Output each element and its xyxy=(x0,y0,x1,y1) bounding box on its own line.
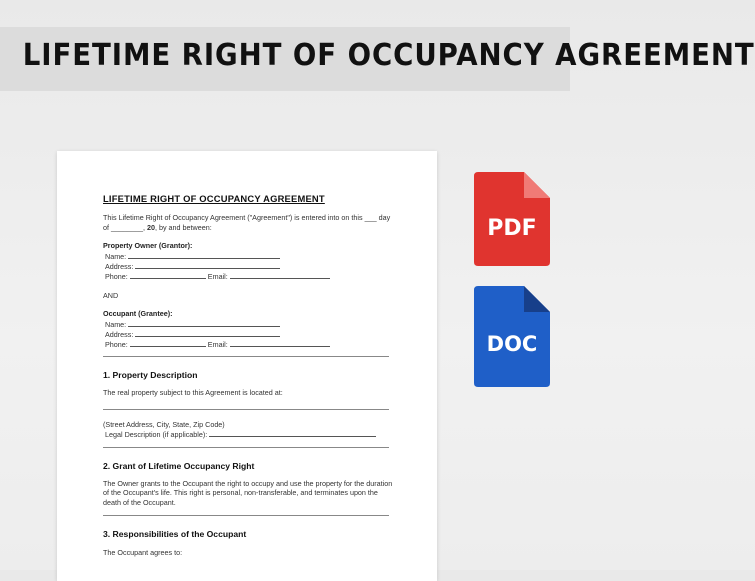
occupant-name-line[interactable] xyxy=(128,319,280,327)
legal-description-line[interactable] xyxy=(209,429,376,437)
legal-description-label: Legal Description (if applicable): xyxy=(105,430,208,440)
document-body xyxy=(103,194,393,557)
owner-address-row xyxy=(103,261,393,271)
owner-phone-line[interactable] xyxy=(130,271,206,279)
section-1-text: The real property subject to this Agreement is located at: xyxy=(103,388,283,398)
section-3-heading: 3. Responsibilities of the Occupant xyxy=(103,529,247,540)
occupant-phone-line[interactable] xyxy=(130,339,206,347)
owner-phone-label: Phone: xyxy=(105,272,128,282)
doc-file-icon[interactable] xyxy=(474,286,550,387)
pdf-icon-fold xyxy=(524,172,550,198)
owner-email-label: Email: xyxy=(207,272,228,282)
occupant-address-row xyxy=(103,329,393,339)
section-2-line-1: The Owner grants to the Occupant the right to occupy and use the property for the duration xyxy=(103,478,393,488)
doc-icon-fold xyxy=(524,286,550,312)
section-2-heading: 2. Grant of Lifetime Occupancy Right xyxy=(103,460,255,471)
occupant-name-row xyxy=(103,319,393,329)
owner-name-row xyxy=(103,251,393,261)
occupant-address-line[interactable] xyxy=(135,329,280,337)
document-page xyxy=(57,151,437,581)
address-hint: (Street Address, City, State, Zip Code) xyxy=(103,419,225,429)
section-2-line-2: of the Occupant's life. This right is personal, non-transferable, and terminates upon the xyxy=(103,488,378,498)
document-title: LIFETIME RIGHT OF OCCUPANCY AGREEMENT xyxy=(103,193,325,204)
occupant-address-label: Address: xyxy=(105,330,134,340)
owner-heading: Property Owner (Grantor): xyxy=(103,241,193,251)
divider xyxy=(103,515,389,516)
intro-line-2 xyxy=(103,223,393,232)
occupant-heading: Occupant (Grantee): xyxy=(103,309,173,319)
owner-email-line[interactable] xyxy=(230,271,330,279)
section-1-heading: 1. Property Description xyxy=(103,369,198,380)
occupant-email-line[interactable] xyxy=(230,339,330,347)
occupant-email-label: Email: xyxy=(207,340,228,350)
owner-name-label: Name: xyxy=(105,251,127,261)
pdf-label: PDF xyxy=(487,216,537,241)
banner-title: LIFETIME RIGHT OF OCCUPANCY AGREEMENT xyxy=(22,38,755,73)
owner-address-label: Address: xyxy=(105,262,134,272)
divider xyxy=(103,356,389,357)
title-banner xyxy=(0,27,755,91)
owner-name-line[interactable] xyxy=(128,251,280,259)
intro-year: 20 xyxy=(146,222,155,232)
intro-suffix: , by and between: xyxy=(154,222,212,232)
occupant-phone-row xyxy=(103,339,393,349)
and-text: AND xyxy=(103,290,119,300)
occupant-phone-label: Phone: xyxy=(105,340,128,350)
intro-line-1: This Lifetime Right of Occupancy Agreement ("Agreement") is entered into on this ___ day xyxy=(103,213,391,223)
occupant-name-label: Name: xyxy=(105,319,127,329)
doc-label: DOC xyxy=(486,332,538,356)
pdf-file-icon[interactable] xyxy=(474,172,550,266)
divider xyxy=(103,447,389,448)
intro-prefix: of ________, xyxy=(103,222,147,232)
section-2-line-3: death of the Occupant. xyxy=(103,497,176,507)
legal-description-row xyxy=(103,429,393,439)
section-3-text: The Occupant agrees to: xyxy=(103,547,183,557)
owner-phone-row xyxy=(103,271,393,281)
owner-address-line[interactable] xyxy=(135,261,280,269)
